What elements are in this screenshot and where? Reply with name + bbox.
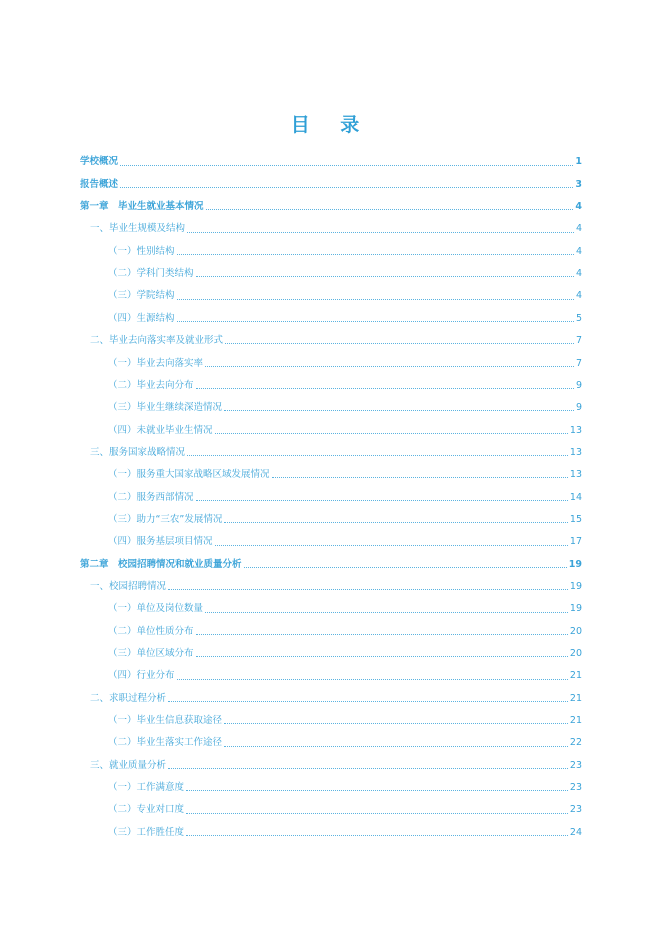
dot-leader xyxy=(177,254,574,255)
toc-entry[interactable] xyxy=(0,285,662,307)
toc-entry[interactable] xyxy=(0,799,662,821)
toc-page-number: 21 xyxy=(569,692,582,704)
toc-page-number: 9 xyxy=(575,402,582,414)
toc-entry[interactable] xyxy=(0,732,662,754)
toc-page-number: 24 xyxy=(569,826,582,838)
toc-entry[interactable] xyxy=(0,754,662,776)
dot-leader xyxy=(196,656,568,657)
toc-page-number: 19 xyxy=(569,603,582,615)
dot-leader xyxy=(224,723,568,724)
toc-page-number: 20 xyxy=(569,647,582,659)
toc-page-number: 4 xyxy=(575,245,582,257)
toc-page-number: 7 xyxy=(575,357,582,369)
dot-leader xyxy=(187,232,574,233)
toc-entry[interactable] xyxy=(0,531,662,553)
toc-entry-title: （三）单位区域分布 xyxy=(108,647,194,659)
toc-entry[interactable] xyxy=(0,263,662,285)
dot-leader xyxy=(196,500,568,501)
toc-entry[interactable] xyxy=(0,509,662,531)
toc-entry[interactable] xyxy=(0,643,662,665)
dot-leader xyxy=(177,299,574,300)
toc-page-number: 21 xyxy=(569,670,582,682)
toc-entry-title: （三）工作胜任度 xyxy=(108,826,185,838)
toc-page-number: 5 xyxy=(575,312,582,324)
toc-entry[interactable] xyxy=(0,352,662,374)
toc-entry[interactable] xyxy=(0,710,662,732)
dot-leader xyxy=(225,343,574,344)
toc-page-number: 19 xyxy=(568,558,582,570)
dot-leader xyxy=(215,545,568,546)
toc-page-number: 13 xyxy=(569,469,582,481)
toc-page-number: 22 xyxy=(569,737,582,749)
toc-entry-title: 二、求职过程分析 xyxy=(90,692,167,704)
page-title: 目 录 xyxy=(290,114,372,136)
toc-page-number: 19 xyxy=(569,580,582,592)
toc-entry[interactable] xyxy=(0,151,662,173)
toc-entry-title: （四）行业分布 xyxy=(108,670,175,682)
toc-page-number: 15 xyxy=(569,513,582,525)
toc-page-number: 4 xyxy=(575,268,582,280)
toc-entry[interactable] xyxy=(0,196,662,218)
toc-entry-title: 学校概况 xyxy=(80,156,119,168)
table-of-contents xyxy=(0,151,662,844)
toc-entry[interactable] xyxy=(0,240,662,262)
dot-leader xyxy=(272,477,568,478)
dot-leader xyxy=(224,410,574,411)
toc-entry-title: 第一章 毕业生就业基本情况 xyxy=(80,201,204,213)
dot-leader xyxy=(168,589,568,590)
toc-page-number: 4 xyxy=(575,223,582,235)
dot-leader xyxy=(196,634,568,635)
toc-entry-title: （四）服务基层项目情况 xyxy=(108,536,213,548)
toc-entry-title: （一）性别结构 xyxy=(108,245,175,257)
dot-leader xyxy=(177,679,568,680)
toc-entry[interactable] xyxy=(0,374,662,396)
toc-entry-title: （三）助力“三农”发展情况 xyxy=(108,513,223,525)
toc-entry[interactable] xyxy=(0,330,662,352)
toc-page-number: 20 xyxy=(569,625,582,637)
toc-page-number: 4 xyxy=(575,201,582,213)
toc-page-number: 4 xyxy=(575,290,582,302)
dot-leader xyxy=(224,746,568,747)
dot-leader xyxy=(186,813,568,814)
dot-leader xyxy=(224,522,568,523)
toc-entry-title: （三）毕业生继续深造情况 xyxy=(108,402,223,414)
toc-entry-title: （二）毕业生落实工作途径 xyxy=(108,737,223,749)
toc-entry-title: 三、服务国家战略情况 xyxy=(90,446,186,458)
toc-entry-title: 一、校园招聘情况 xyxy=(90,580,167,592)
dot-leader xyxy=(215,433,568,434)
toc-entry-title: （二）学科门类结构 xyxy=(108,268,194,280)
toc-entry-title: （二）服务西部情况 xyxy=(108,491,194,503)
toc-entry[interactable] xyxy=(0,419,662,441)
toc-page-number: 9 xyxy=(575,379,582,391)
toc-entry[interactable] xyxy=(0,218,662,240)
toc-page-number: 13 xyxy=(569,424,582,436)
toc-entry[interactable] xyxy=(0,576,662,598)
dot-leader xyxy=(120,165,573,166)
toc-page-number: 14 xyxy=(569,491,582,503)
toc-entry-title: （一）毕业生信息获取途径 xyxy=(108,715,223,727)
toc-entry-title: （三）学院结构 xyxy=(108,290,175,302)
toc-page-number: 13 xyxy=(569,446,582,458)
toc-entry-title: （一）工作满意度 xyxy=(108,782,185,794)
toc-entry[interactable] xyxy=(0,553,662,575)
toc-entry-title: （一）单位及岗位数量 xyxy=(108,603,204,615)
toc-entry-title: （四）生源结构 xyxy=(108,312,175,324)
toc-entry[interactable] xyxy=(0,598,662,620)
dot-leader xyxy=(168,701,568,702)
toc-entry-title: 二、毕业去向落实率及就业形式 xyxy=(90,335,224,347)
toc-entry[interactable] xyxy=(0,687,662,709)
toc-entry[interactable] xyxy=(0,620,662,642)
toc-entry[interactable] xyxy=(0,441,662,463)
dot-leader xyxy=(120,187,573,188)
toc-entry[interactable] xyxy=(0,464,662,486)
toc-entry[interactable] xyxy=(0,665,662,687)
toc-entry-title: （二）专业对口度 xyxy=(108,804,185,816)
dot-leader xyxy=(186,790,568,791)
dot-leader xyxy=(205,366,574,367)
toc-entry-title: 报告概述 xyxy=(80,178,119,190)
toc-entry-title: （二）毕业去向分布 xyxy=(108,379,194,391)
toc-entry-title: （四）未就业毕业生情况 xyxy=(108,424,213,436)
toc-entry-title: （二）单位性质分布 xyxy=(108,625,194,637)
toc-entry-title: 第二章 校园招聘情况和就业质量分析 xyxy=(80,558,242,570)
toc-page-number: 21 xyxy=(569,715,582,727)
toc-entry-title: 三、就业质量分析 xyxy=(90,759,167,771)
dot-leader xyxy=(177,321,574,322)
toc-page-number: 17 xyxy=(569,536,582,548)
dot-leader xyxy=(205,612,568,613)
toc-entry-title: （一）服务重大国家战略区域发展情况 xyxy=(108,469,270,481)
toc-page-number: 23 xyxy=(569,759,582,771)
toc-entry[interactable] xyxy=(0,397,662,419)
dot-leader xyxy=(168,768,568,769)
dot-leader xyxy=(244,567,567,568)
dot-leader xyxy=(187,455,568,456)
toc-entry-title: 一、毕业生规模及结构 xyxy=(90,223,186,235)
dot-leader xyxy=(206,209,574,210)
dot-leader xyxy=(196,388,574,389)
toc-page-number: 7 xyxy=(575,335,582,347)
toc-page-number: 23 xyxy=(569,804,582,816)
toc-page-number: 3 xyxy=(575,178,582,190)
toc-entry-title: （一）毕业去向落实率 xyxy=(108,357,204,369)
toc-entry[interactable] xyxy=(0,486,662,508)
dot-leader xyxy=(196,276,574,277)
toc-entry[interactable] xyxy=(0,307,662,329)
toc-entry[interactable] xyxy=(0,173,662,195)
toc-page-number: 1 xyxy=(575,156,582,168)
toc-entry[interactable] xyxy=(0,821,662,843)
toc-page-number: 23 xyxy=(569,782,582,794)
dot-leader xyxy=(186,835,568,836)
toc-entry[interactable] xyxy=(0,777,662,799)
